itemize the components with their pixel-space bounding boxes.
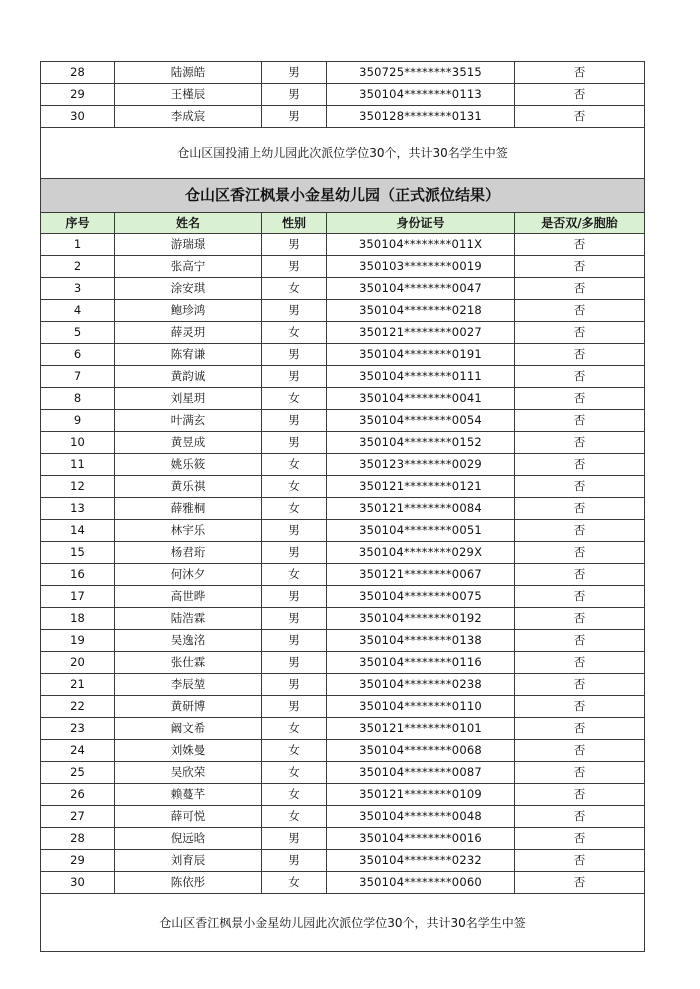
cell-name: 黄昱成 [115,432,262,454]
cell-no: 9 [41,410,115,432]
cell-no: 26 [41,784,115,806]
cell-id: 350104********0087 [327,762,515,784]
cell-id: 350104********0138 [327,630,515,652]
school-title-row [41,179,645,213]
previous-school-rows [41,62,645,128]
cell-id: 350121********0027 [327,322,515,344]
cell-twin: 否 [515,410,645,432]
school-rows [41,234,645,894]
table-row [41,388,645,410]
cell-no: 5 [41,322,115,344]
cell-no: 28 [41,62,115,84]
cell-twin: 否 [515,62,645,84]
cell-twin: 否 [515,454,645,476]
cell-name: 张仕霖 [115,652,262,674]
cell-gender: 男 [262,234,327,256]
cell-id: 350104********0192 [327,608,515,630]
school-summary-row [41,894,645,952]
cell-id: 350104********0218 [327,300,515,322]
cell-twin: 否 [515,366,645,388]
cell-name: 何沐夕 [115,564,262,586]
table-row [41,278,645,300]
cell-no: 23 [41,718,115,740]
cell-no: 20 [41,652,115,674]
table-row [41,564,645,586]
table-row [41,432,645,454]
cell-name: 张高宁 [115,256,262,278]
table-row [41,106,645,128]
cell-no: 27 [41,806,115,828]
cell-twin: 否 [515,652,645,674]
cell-id: 350104********0047 [327,278,515,300]
cell-no: 12 [41,476,115,498]
cell-no: 21 [41,674,115,696]
cell-id: 350104********0060 [327,872,515,894]
cell-twin: 否 [515,278,645,300]
previous-school-summary: 仓山区国投浦上幼儿园此次派位学位30个，共计30名学生中签 [41,128,645,179]
cell-name: 阚文希 [115,718,262,740]
cell-id: 350121********0121 [327,476,515,498]
cell-gender: 男 [262,652,327,674]
cell-gender: 女 [262,762,327,784]
cell-no: 14 [41,520,115,542]
table-row [41,630,645,652]
cell-name: 王槿辰 [115,84,262,106]
cell-id: 350121********0067 [327,564,515,586]
table-row [41,828,645,850]
cell-name: 薛雅桐 [115,498,262,520]
cell-twin: 否 [515,784,645,806]
table-row [41,498,645,520]
table-row [41,762,645,784]
cell-twin: 否 [515,762,645,784]
cell-name: 黄韵诚 [115,366,262,388]
cell-gender: 女 [262,476,327,498]
cell-no: 22 [41,696,115,718]
school-title: 仓山区香江枫景小金星幼儿园（正式派位结果） [41,179,645,213]
cell-name: 游瑞璟 [115,234,262,256]
cell-no: 25 [41,762,115,784]
cell-twin: 否 [515,106,645,128]
table-row [41,84,645,106]
table-row [41,674,645,696]
cell-twin: 否 [515,256,645,278]
cell-twin: 否 [515,586,645,608]
cell-twin: 否 [515,828,645,850]
cell-twin: 否 [515,630,645,652]
column-header-row [41,213,645,234]
cell-no: 6 [41,344,115,366]
table-row [41,652,645,674]
cell-id: 350104********0111 [327,366,515,388]
cell-id: 350104********0068 [327,740,515,762]
cell-gender: 男 [262,106,327,128]
cell-no: 11 [41,454,115,476]
cell-name: 陆源皓 [115,62,262,84]
cell-gender: 男 [262,256,327,278]
cell-id: 350121********0109 [327,784,515,806]
cell-gender: 男 [262,630,327,652]
cell-name: 黄研博 [115,696,262,718]
cell-name: 薛灵玥 [115,322,262,344]
header-id: 身份证号 [327,213,515,234]
cell-name: 杨君珩 [115,542,262,564]
cell-twin: 否 [515,498,645,520]
cell-gender: 男 [262,432,327,454]
cell-name: 刘星玥 [115,388,262,410]
previous-school-summary-row [41,128,645,179]
cell-id: 350725********3515 [327,62,515,84]
cell-name: 刘育辰 [115,850,262,872]
cell-id: 350104********0048 [327,806,515,828]
cell-twin: 否 [515,850,645,872]
cell-gender: 女 [262,322,327,344]
table-row [41,740,645,762]
cell-name: 倪远晗 [115,828,262,850]
cell-gender: 女 [262,454,327,476]
cell-no: 1 [41,234,115,256]
cell-name: 刘姝曼 [115,740,262,762]
cell-id: 350104********0113 [327,84,515,106]
cell-id: 350104********0191 [327,344,515,366]
cell-gender: 女 [262,872,327,894]
cell-gender: 男 [262,828,327,850]
table-row [41,234,645,256]
cell-id: 350104********0054 [327,410,515,432]
header-gender: 性别 [262,213,327,234]
cell-no: 13 [41,498,115,520]
header-name: 姓名 [115,213,262,234]
admission-results-table [40,61,645,952]
cell-gender: 女 [262,784,327,806]
cell-twin: 否 [515,872,645,894]
table-row [41,872,645,894]
cell-gender: 男 [262,84,327,106]
cell-gender: 男 [262,366,327,388]
table-row [41,256,645,278]
cell-twin: 否 [515,432,645,454]
cell-no: 24 [41,740,115,762]
table-row [41,718,645,740]
cell-twin: 否 [515,696,645,718]
cell-no: 29 [41,84,115,106]
cell-name: 叶满玄 [115,410,262,432]
table-row [41,344,645,366]
cell-gender: 男 [262,608,327,630]
table-row [41,322,645,344]
cell-no: 15 [41,542,115,564]
table-row [41,454,645,476]
cell-no: 10 [41,432,115,454]
cell-twin: 否 [515,564,645,586]
cell-twin: 否 [515,300,645,322]
table-row [41,62,645,84]
cell-name: 鲍珍鸿 [115,300,262,322]
header-no: 序号 [41,213,115,234]
cell-twin: 否 [515,718,645,740]
table-row [41,784,645,806]
cell-no: 30 [41,106,115,128]
cell-twin: 否 [515,344,645,366]
table-row [41,586,645,608]
cell-id: 350104********0041 [327,388,515,410]
table-row [41,696,645,718]
cell-id: 350103********0019 [327,256,515,278]
cell-gender: 女 [262,564,327,586]
cell-gender: 男 [262,410,327,432]
cell-name: 薛可悦 [115,806,262,828]
cell-id: 350104********0232 [327,850,515,872]
cell-name: 黄乐祺 [115,476,262,498]
cell-name: 陆浩霖 [115,608,262,630]
table-row [41,806,645,828]
cell-gender: 男 [262,850,327,872]
cell-no: 3 [41,278,115,300]
cell-no: 28 [41,828,115,850]
cell-id: 350121********0101 [327,718,515,740]
cell-no: 7 [41,366,115,388]
table-row [41,476,645,498]
cell-gender: 女 [262,388,327,410]
cell-name: 李辰堃 [115,674,262,696]
cell-twin: 否 [515,542,645,564]
cell-twin: 否 [515,388,645,410]
cell-twin: 否 [515,740,645,762]
cell-name: 高世晔 [115,586,262,608]
cell-gender: 男 [262,696,327,718]
cell-gender: 男 [262,542,327,564]
cell-id: 350104********011X [327,234,515,256]
cell-no: 29 [41,850,115,872]
cell-name: 陈宥谦 [115,344,262,366]
cell-no: 4 [41,300,115,322]
cell-gender: 男 [262,300,327,322]
cell-id: 350104********0238 [327,674,515,696]
cell-name: 李成宸 [115,106,262,128]
cell-gender: 女 [262,806,327,828]
cell-id: 350104********029X [327,542,515,564]
cell-gender: 女 [262,740,327,762]
table-row [41,366,645,388]
cell-name: 姚乐筱 [115,454,262,476]
cell-id: 350104********0075 [327,586,515,608]
cell-name: 吴逸洺 [115,630,262,652]
cell-name: 林宇乐 [115,520,262,542]
cell-id: 350128********0131 [327,106,515,128]
cell-twin: 否 [515,476,645,498]
table-row [41,542,645,564]
cell-no: 2 [41,256,115,278]
cell-gender: 男 [262,520,327,542]
cell-gender: 男 [262,344,327,366]
header-twin: 是否双/多胞胎 [515,213,645,234]
cell-gender: 男 [262,586,327,608]
cell-name: 陈依彤 [115,872,262,894]
cell-id: 350121********0084 [327,498,515,520]
cell-gender: 男 [262,674,327,696]
cell-twin: 否 [515,674,645,696]
cell-no: 30 [41,872,115,894]
table-row [41,300,645,322]
cell-no: 16 [41,564,115,586]
cell-id: 350104********0051 [327,520,515,542]
cell-no: 17 [41,586,115,608]
cell-gender: 女 [262,498,327,520]
table-row [41,410,645,432]
cell-no: 19 [41,630,115,652]
cell-gender: 女 [262,278,327,300]
cell-name: 涂安琪 [115,278,262,300]
cell-twin: 否 [515,608,645,630]
cell-no: 18 [41,608,115,630]
cell-twin: 否 [515,322,645,344]
cell-name: 赖蔓芊 [115,784,262,806]
cell-gender: 女 [262,718,327,740]
cell-twin: 否 [515,520,645,542]
table-row [41,520,645,542]
school-summary: 仓山区香江枫景小金星幼儿园此次派位学位30个，共计30名学生中签 [41,894,645,952]
cell-name: 吴欣荣 [115,762,262,784]
cell-id: 350104********0152 [327,432,515,454]
cell-id: 350104********0116 [327,652,515,674]
cell-twin: 否 [515,234,645,256]
cell-id: 350123********0029 [327,454,515,476]
cell-twin: 否 [515,84,645,106]
cell-twin: 否 [515,806,645,828]
table-row [41,850,645,872]
cell-gender: 男 [262,62,327,84]
cell-id: 350104********0016 [327,828,515,850]
cell-id: 350104********0110 [327,696,515,718]
table-row [41,608,645,630]
cell-no: 8 [41,388,115,410]
